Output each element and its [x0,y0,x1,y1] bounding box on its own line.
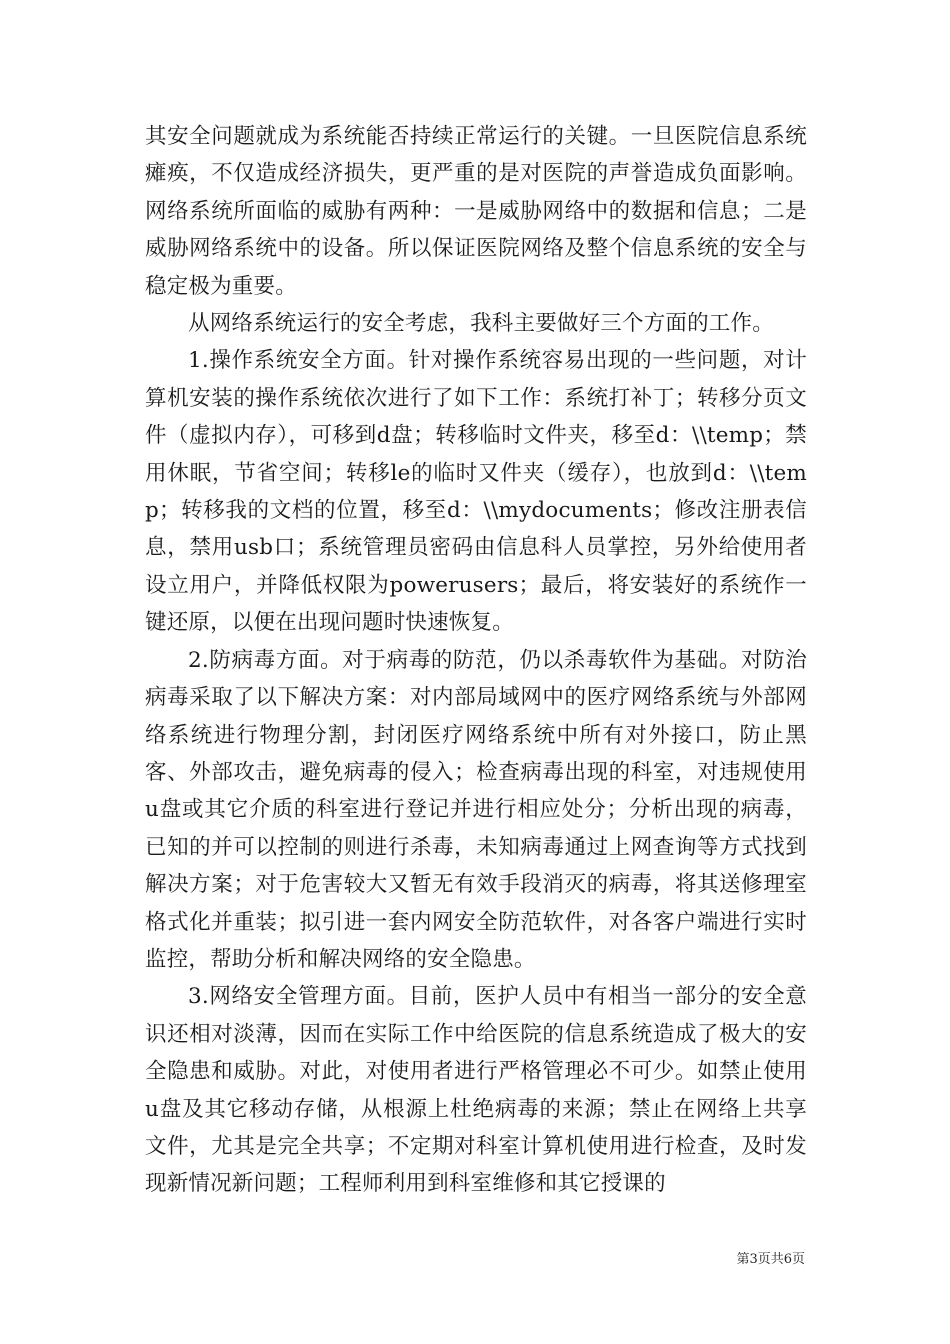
paragraph-os-security: 1.操作系统安全方面。针对操作系统容易出现的一些问题，对计算机安装的操作系统依次进行了如下工作：系统打补丁；转移分页文件（虚拟内存），可移到d盘；转移临时文件夹，移至d：\\temp；禁用休眠，节省空间；转移le的临时又件夹（缓存），也放到d：\\temp；转移我的文档的位置，移至d：\\mydocuments；修改注册表信息，禁用usb口；系统管理员密码由信息科人员掌控，另外给使用者设立用户，并降低权限为powerusers；最后，将安装好的系统作一键还原，以便在出现问题时快速恢复。 [145,348,807,636]
paragraph-overview: 从网络系统运行的安全考虑，我科主要做好三个方面的工作。 [188,311,774,337]
paragraph-network-management: 3.网络安全管理方面。目前，医护人员中有相当一部分的安全意识还相对淡薄，因而在实际工作中给医院的信息系统造成了极大的安全隐患和威胁。对此，对使用者进行严格管理必不可少。如禁止使用u盘及其它移动存储，从根源上杜绝病毒的来源；禁止在网络上共享文件，尤其是完全共享；不定期对科室计算机使用进行检查，及时发现新情况新问题；工程师利用到科室维修和其它授课的 [145,984,807,1197]
page-number-footer: 第3页共6页 [736,1252,805,1267]
paragraph-intro: 其安全问题就成为系统能否持续正常运行的关键。一旦医院信息系统瘫痪，不仅造成经济损失，更严重的是对医院的声誉造成负面影响。网络系统所面临的威胁有两种：一是威胁网络中的数据和信息；二是威胁网络系统中的设备。所以保证医院网络及整个信息系统的安全与稳定极为重要。 [145,124,807,299]
paragraph-antivirus: 2.防病毒方面。对于病毒的防范，仍以杀毒软件为基础。对防治病毒采取了以下解决方案：对内部局域网中的医疗网络系统与外部网络系统进行物理分割，封闭医疗网络系统中所有对外接口，防止黑客、外部攻击，避免病毒的侵入；检查病毒出现的科室，对违规使用u盘或其它介质的科室进行登记并进行相应处分；分析出现的病毒，已知的并可以控制的则进行杀毒，未知病毒通过上网查询等方式找到解决方案；对于危害较大又暂无有效手段消灭的病毒，将其送修理室格式化并重装；拟引进一套内网安全防范软件，对各客户端进行实时监控，帮助分析和解决网络的安全隐患。 [145,647,807,972]
document-body [145,118,807,1203]
